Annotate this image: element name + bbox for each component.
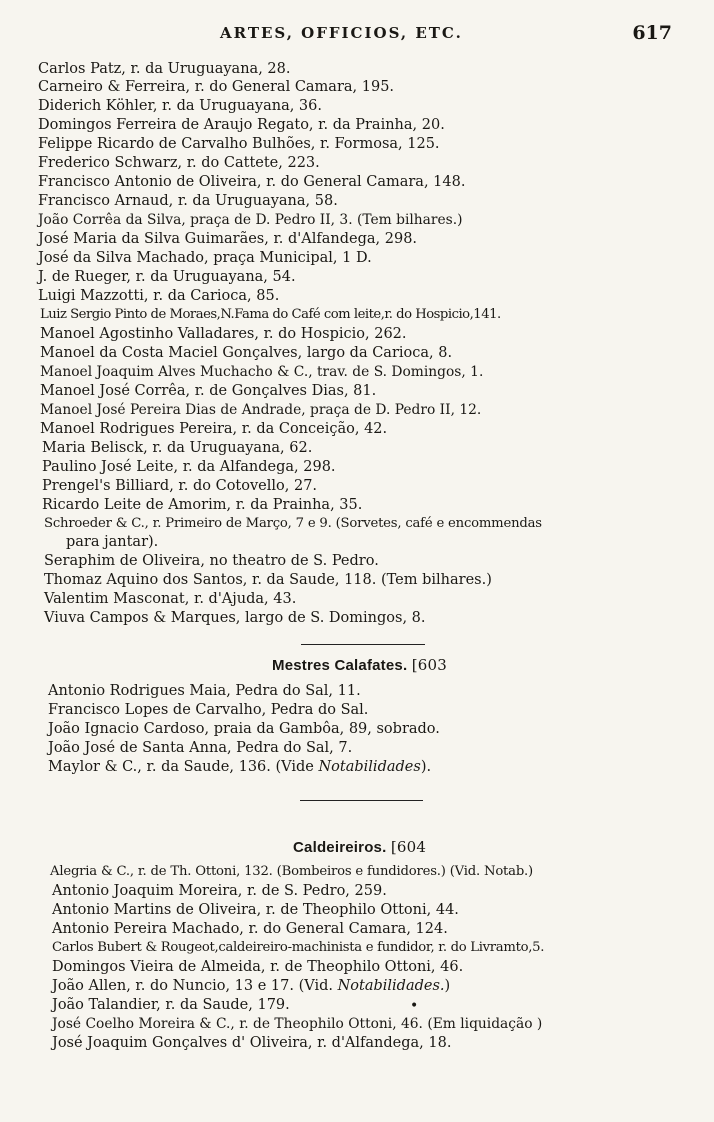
entry-text: João Allen, r. do Nuncio, 13 e 17. (Vid. bbox=[52, 978, 338, 994]
list-item: João Talandier, r. da Saude, 179. bbox=[52, 997, 290, 1013]
list-item: José Coelho Moreira & C., r. de Theophilo Ottoni, 46. (Em liquidação ) bbox=[52, 1016, 543, 1032]
list-item: Antonio Pereira Machado, r. do General Camara, 124. bbox=[52, 921, 448, 937]
list-item: Alegria & C., r. de Th. Ottoni, 132. (Bombeiros e fundidores.) (Vid. Notab.) bbox=[50, 864, 533, 879]
entry-italic-reference: Notabilidades bbox=[318, 759, 421, 775]
list-item: Carlos Bubert & Rougeot,caldeireiro-machinista e fundidor, r. do Livramto,5. bbox=[52, 940, 545, 955]
list-item: Prengel's Billiard, r. do Cotovello, 27. bbox=[42, 478, 318, 494]
list-item: Domingos Vieira de Almeida, r. de Theophilo Ottoni, 46. bbox=[52, 959, 464, 975]
list-item: J. de Rueger, r. da Uruguayana, 54. bbox=[38, 269, 296, 285]
list-item: Antonio Joaquim Moreira, r. de S. Pedro, 259. bbox=[52, 883, 387, 899]
list-item: Frederico Schwarz, r. do Cattete, 223. bbox=[38, 155, 320, 171]
list-item: José Joaquim Gonçalves d' Oliveira, r. d'Alfandega, 18. bbox=[52, 1035, 452, 1051]
list-item: Carlos Patz, r. da Uruguayana, 28. bbox=[38, 61, 291, 77]
list-item bbox=[52, 977, 450, 995]
list-item: Felippe Ricardo de Carvalho Bulhões, r. Formosa, 125. bbox=[38, 136, 440, 152]
section-divider bbox=[301, 644, 425, 645]
entry-text: Maylor & C., r. da Saude, 136. (Vide bbox=[48, 759, 319, 775]
running-title: ARTES, OFFICIOS, ETC. bbox=[220, 24, 463, 42]
list-item: Manoel Agostinho Valladares, r. do Hospicio, 262. bbox=[40, 326, 407, 342]
list-item: Antonio Rodrigues Maia, Pedra do Sal, 11. bbox=[48, 683, 361, 699]
section-number: [604 bbox=[390, 838, 427, 856]
entry-text: ). bbox=[420, 759, 432, 775]
list-item: Domingos Ferreira de Araujo Regato, r. da Prainha, 20. bbox=[38, 117, 445, 133]
list-item: Seraphim de Oliveira, no theatro de S. Pedro. bbox=[44, 553, 379, 569]
section-title: Mestres Calafates. bbox=[272, 657, 408, 674]
list-item: Manoel Rodrigues Pereira, r. da Conceição, 42. bbox=[40, 421, 388, 437]
list-item: Carneiro & Ferreira, r. do General Camara, 195. bbox=[38, 79, 395, 95]
list-item: Viuva Campos & Marques, largo de S. Domingos, 8. bbox=[44, 610, 426, 626]
entry-text: ) bbox=[444, 978, 451, 994]
list-item: Schroeder & C., r. Primeiro de Março, 7 e 9. (Sorvetes, café e encommendas bbox=[44, 516, 542, 531]
list-item: Thomaz Aquino dos Santos, r. da Saude, 118. (Tem bilhares.) bbox=[44, 572, 492, 588]
list-item: Francisco Antonio de Oliveira, r. do General Camara, 148. bbox=[38, 174, 466, 190]
list-item: José da Silva Machado, praça Municipal, 1 D. bbox=[38, 250, 372, 266]
list-item: Luiz Sergio Pinto de Moraes,N.Fama do Café com leite,r. do Hospicio,141. bbox=[40, 307, 501, 322]
list-item: Manoel da Costa Maciel Gonçalves, largo da Carioca, 8. bbox=[40, 345, 453, 361]
list-item: Manoel Joaquim Alves Muchacho & C., trav. de S. Domingos, 1. bbox=[40, 364, 484, 380]
section-number: [603 bbox=[411, 656, 448, 674]
list-item: Manoel José Corrêa, r. de Gonçalves Dias, 81. bbox=[40, 383, 377, 399]
page-header bbox=[0, 22, 714, 46]
section-title: Caldeireiros. bbox=[293, 839, 387, 856]
list-item: Diderich Köhler, r. da Uruguayana, 36. bbox=[38, 98, 322, 114]
list-item: João Ignacio Cardoso, praia da Gambôa, 89, sobrado. bbox=[48, 721, 440, 737]
list-item: Francisco Arnaud, r. da Uruguayana, 58. bbox=[38, 193, 338, 209]
list-item: Antonio Martins de Oliveira, r. de Theophilo Ottoni, 44. bbox=[52, 902, 459, 918]
section-divider bbox=[300, 800, 423, 801]
entry-italic-reference: Notabilidades. bbox=[337, 978, 445, 994]
list-item: Luigi Mazzotti, r. da Carioca, 85. bbox=[38, 288, 280, 304]
list-item: Maria Belisck, r. da Uruguayana, 62. bbox=[42, 440, 313, 456]
list-item: João Corrêa da Silva, praça de D. Pedro II, 3. (Tem bilhares.) bbox=[38, 212, 463, 228]
ink-dot: • bbox=[410, 998, 419, 1014]
list-item bbox=[48, 758, 431, 776]
list-item: Manoel José Pereira Dias de Andrade, praça de D. Pedro II, 12. bbox=[40, 402, 482, 418]
page-number: 617 bbox=[632, 22, 672, 44]
section-heading-caldeireiros bbox=[293, 838, 426, 856]
list-item: João José de Santa Anna, Pedra do Sal, 7. bbox=[48, 740, 353, 756]
section-heading-mestres-calafates bbox=[272, 656, 447, 674]
list-item: José Maria da Silva Guimarães, r. d'Alfandega, 298. bbox=[38, 231, 418, 247]
list-item: Paulino José Leite, r. da Alfandega, 298. bbox=[42, 459, 336, 475]
list-item: Ricardo Leite de Amorim, r. da Prainha, 35. bbox=[42, 497, 363, 513]
list-item-continuation: para jantar). bbox=[66, 534, 159, 550]
list-item: Francisco Lopes de Carvalho, Pedra do Sal. bbox=[48, 702, 369, 718]
list-item: Valentim Masconat, r. d'Ajuda, 43. bbox=[44, 591, 297, 607]
